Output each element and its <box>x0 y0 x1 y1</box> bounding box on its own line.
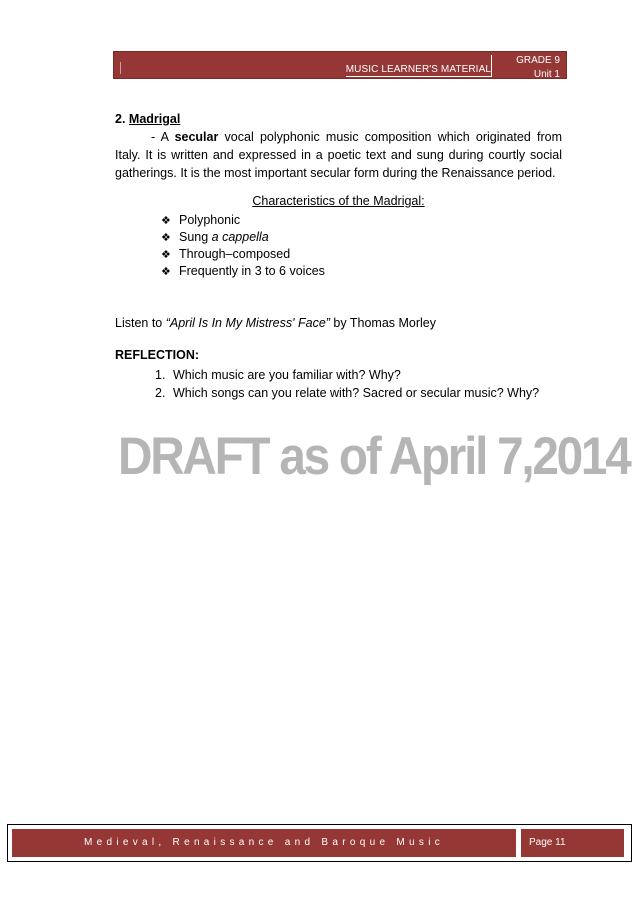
diamond-bullet-icon: ❖ <box>161 214 171 227</box>
section-title <box>115 110 562 128</box>
listen-line: Listen to “April Is In My Mistress' Face” by Thomas Morley <box>115 316 437 330</box>
header-bar <box>113 51 567 79</box>
header-grade-block <box>516 54 560 82</box>
list-item: ❖ Polyphonic <box>161 213 241 227</box>
footer-page-box <box>521 829 624 857</box>
section-title-text: Madrigal <box>128 112 181 126</box>
header-divider-left <box>120 62 121 74</box>
section-number: 2. <box>115 112 126 126</box>
footer <box>7 824 632 862</box>
list-item: 2. Which songs can you relate with? Sacred or secular music? Why? <box>155 386 540 400</box>
footer-page: Page 11 <box>529 837 566 848</box>
header-unit: Unit 1 <box>533 69 560 80</box>
header-title: MUSIC LEARNER'S MATERIAL <box>345 64 491 75</box>
intro-prefix: - A <box>151 130 175 144</box>
diamond-bullet-icon: ❖ <box>161 248 171 261</box>
header-grade: GRADE 9 <box>516 55 560 66</box>
reflection-heading: REFLECTION: <box>115 348 200 362</box>
list-item: ❖ Frequently in 3 to 6 voices <box>161 264 325 278</box>
reflection-list <box>115 366 562 402</box>
intro-rest: vocal polyphonic music composition which originated from Italy. It is written and expressed in a poetic text and sung during courtly social gatherings. It is the most important secular form during the Renaissance period. <box>115 130 562 180</box>
characteristics-list <box>115 212 562 280</box>
section-intro <box>115 128 562 182</box>
list-item: ❖ Through–composed <box>161 247 291 261</box>
intro-bold: secular <box>174 130 219 144</box>
diamond-bullet-icon: ❖ <box>161 231 171 244</box>
header-divider <box>491 55 492 77</box>
diamond-bullet-icon: ❖ <box>161 265 171 278</box>
list-item: ❖ Sung a cappella <box>161 230 269 244</box>
characteristics-heading: Characteristics of the Madrigal: <box>252 194 425 208</box>
list-item: 1. Which music are you familiar with? Why? <box>155 368 401 382</box>
page-content <box>115 110 562 402</box>
footer-course: Medieval, Renaissance and Baroque Music <box>12 829 516 857</box>
song-title: “April Is In My Mistress' Face” <box>165 316 330 330</box>
draft-watermark: DRAFT as of April 7,2014 <box>118 427 630 486</box>
